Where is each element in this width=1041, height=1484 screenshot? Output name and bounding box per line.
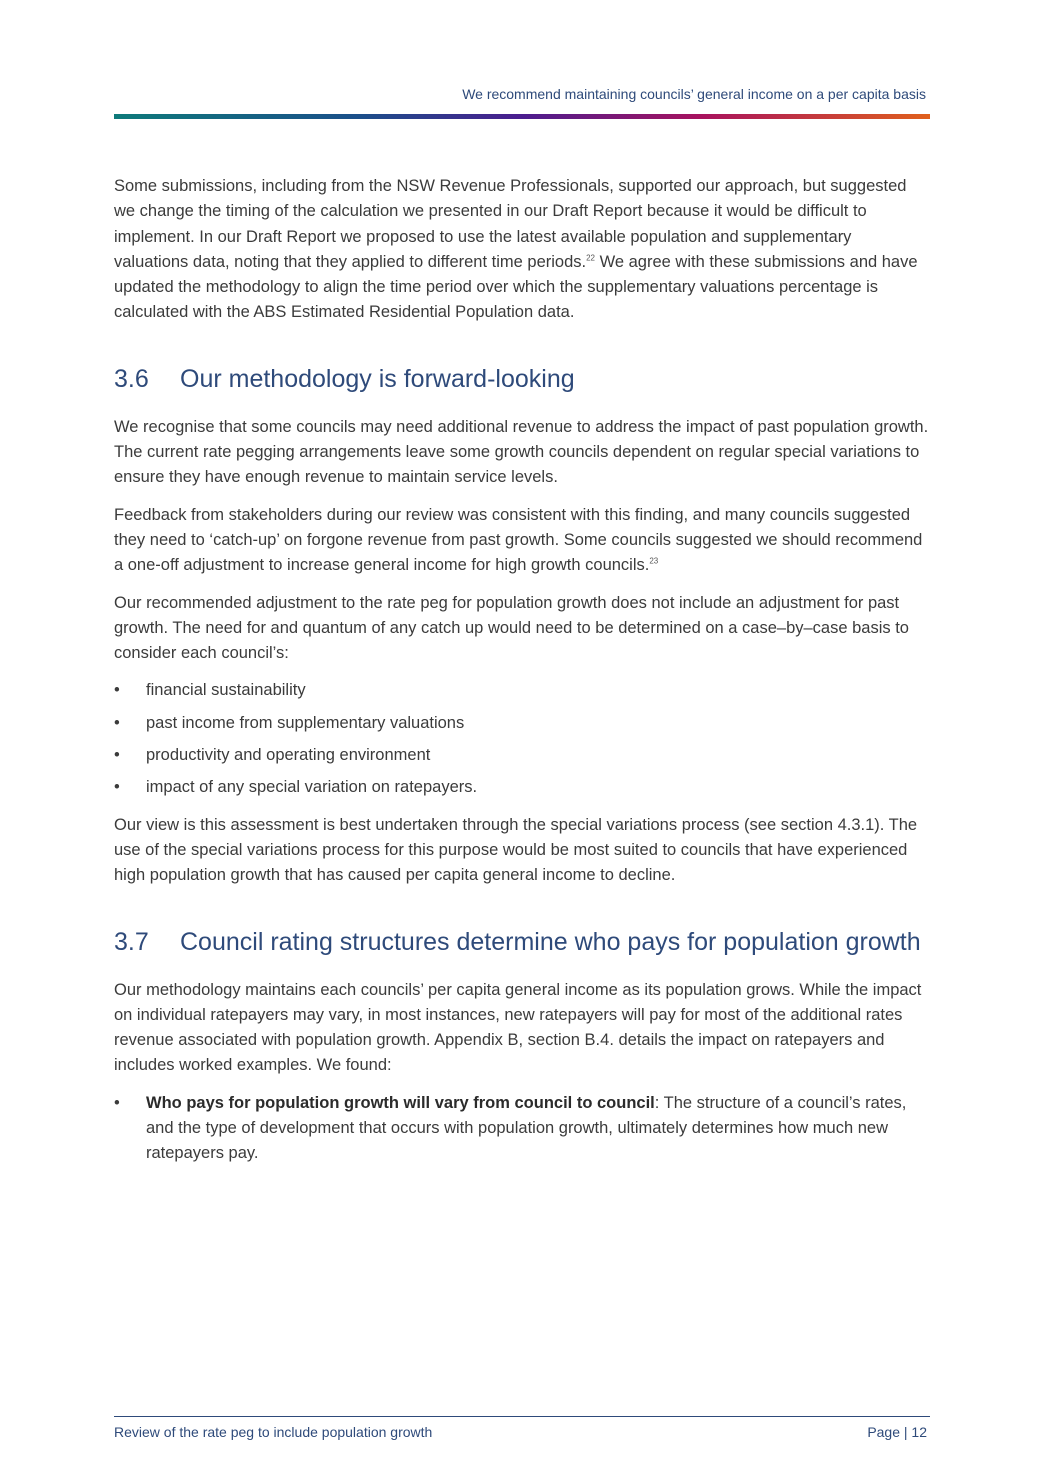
- footnote-ref-22[interactable]: 22: [586, 253, 595, 263]
- footnote-ref-23[interactable]: 23: [649, 556, 659, 566]
- bullet-icon: •: [114, 778, 120, 797]
- paragraph: Feedback from stakeholders during our review was consistent with this finding, and many councils suggested they need to ‘catch-up’ on forgone revenue from past growth. Some councils suggested we should recommend a one-off adjustment to increase general income for high growth councils.$^{23}$: [114, 505, 923, 575]
- section-heading-3-6: [114, 364, 930, 394]
- bullet-icon: •: [114, 746, 120, 765]
- running-header: We recommend maintaining councils’ general income on a per capita basis: [462, 86, 926, 102]
- paragraph: Our methodology maintains each councils’ per capita general income as its population grows. While the impact on individual ratepayers may vary, in most instances, new ratepayers will pay for most of the additional rates revenue associated with population growth. Appendix B, section B.4. details the impact on ratepayers and includes worked examples. We found:: [114, 980, 922, 1075]
- page-content: [114, 174, 930, 1179]
- section-number: 3.7: [114, 927, 149, 956]
- list-item: • Who pays for population growth will vary from council to council: The structure of a council’s rates, and the type of development that occurs with population growth, ultimately determines how much new ratepayers pay.: [114, 1091, 930, 1167]
- bullet-list: [114, 1091, 930, 1167]
- footer-page-number: Page | 12: [867, 1424, 927, 1440]
- bullet-icon: •: [114, 713, 120, 732]
- bullet-icon: •: [114, 681, 120, 700]
- bullet-icon: •: [114, 1093, 120, 1112]
- bullet-list: [114, 678, 930, 800]
- section-title: Our methodology is forward-looking: [180, 364, 575, 393]
- list-item: • financial sustainability: [114, 678, 930, 703]
- footer-rule: [114, 1416, 930, 1417]
- list-item: • productivity and operating environment: [114, 743, 930, 768]
- footer-document-title: Review of the rate peg to include population growth: [114, 1424, 433, 1440]
- bullet-lead-bold: Who pays for population growth will vary from council to council: [146, 1093, 655, 1112]
- section-number: 3.6: [114, 364, 149, 393]
- intro-paragraph: Some submissions, including from the NSW Revenue Professionals, supported our approach, but suggested we change the timing of the calculation we presented in our Draft Report because it would be difficult to implement. In our Draft Report we proposed to use the latest available population and supplementary valuations data, noting that they applied to different time periods.$^{22}$ We agree with these submissions and have updated the methodology to align the time period over which the supplementary valuations percentage is calculated with the ABS Estimated Residential Population data.: [114, 177, 918, 322]
- header-gradient-rule: [114, 114, 930, 119]
- section-heading-3-7: [114, 927, 930, 957]
- paragraph: We recognise that some councils may need additional revenue to address the impact of past population growth. The current rate pegging arrangements leave some growth councils dependent on regular special variations to ensure they have enough revenue to maintain service levels.: [114, 417, 929, 487]
- paragraph: Our recommended adjustment to the rate peg for population growth does not include an adjustment for past growth. The need for and quantum of any catch up would need to be determined on a case–by–case basis to consider each council’s:: [114, 593, 909, 663]
- list-item: • past income from supplementary valuations: [114, 711, 930, 736]
- section-title: Council rating structures determine who pays for population growth: [180, 927, 921, 956]
- paragraph: Our view is this assessment is best undertaken through the special variations process (see section 4.3.1). The use of the special variations process for this purpose would be most suited to councils that have experienced high population growth that has caused per capita general income to decline.: [114, 815, 918, 885]
- list-item: • impact of any special variation on ratepayers.: [114, 775, 930, 800]
